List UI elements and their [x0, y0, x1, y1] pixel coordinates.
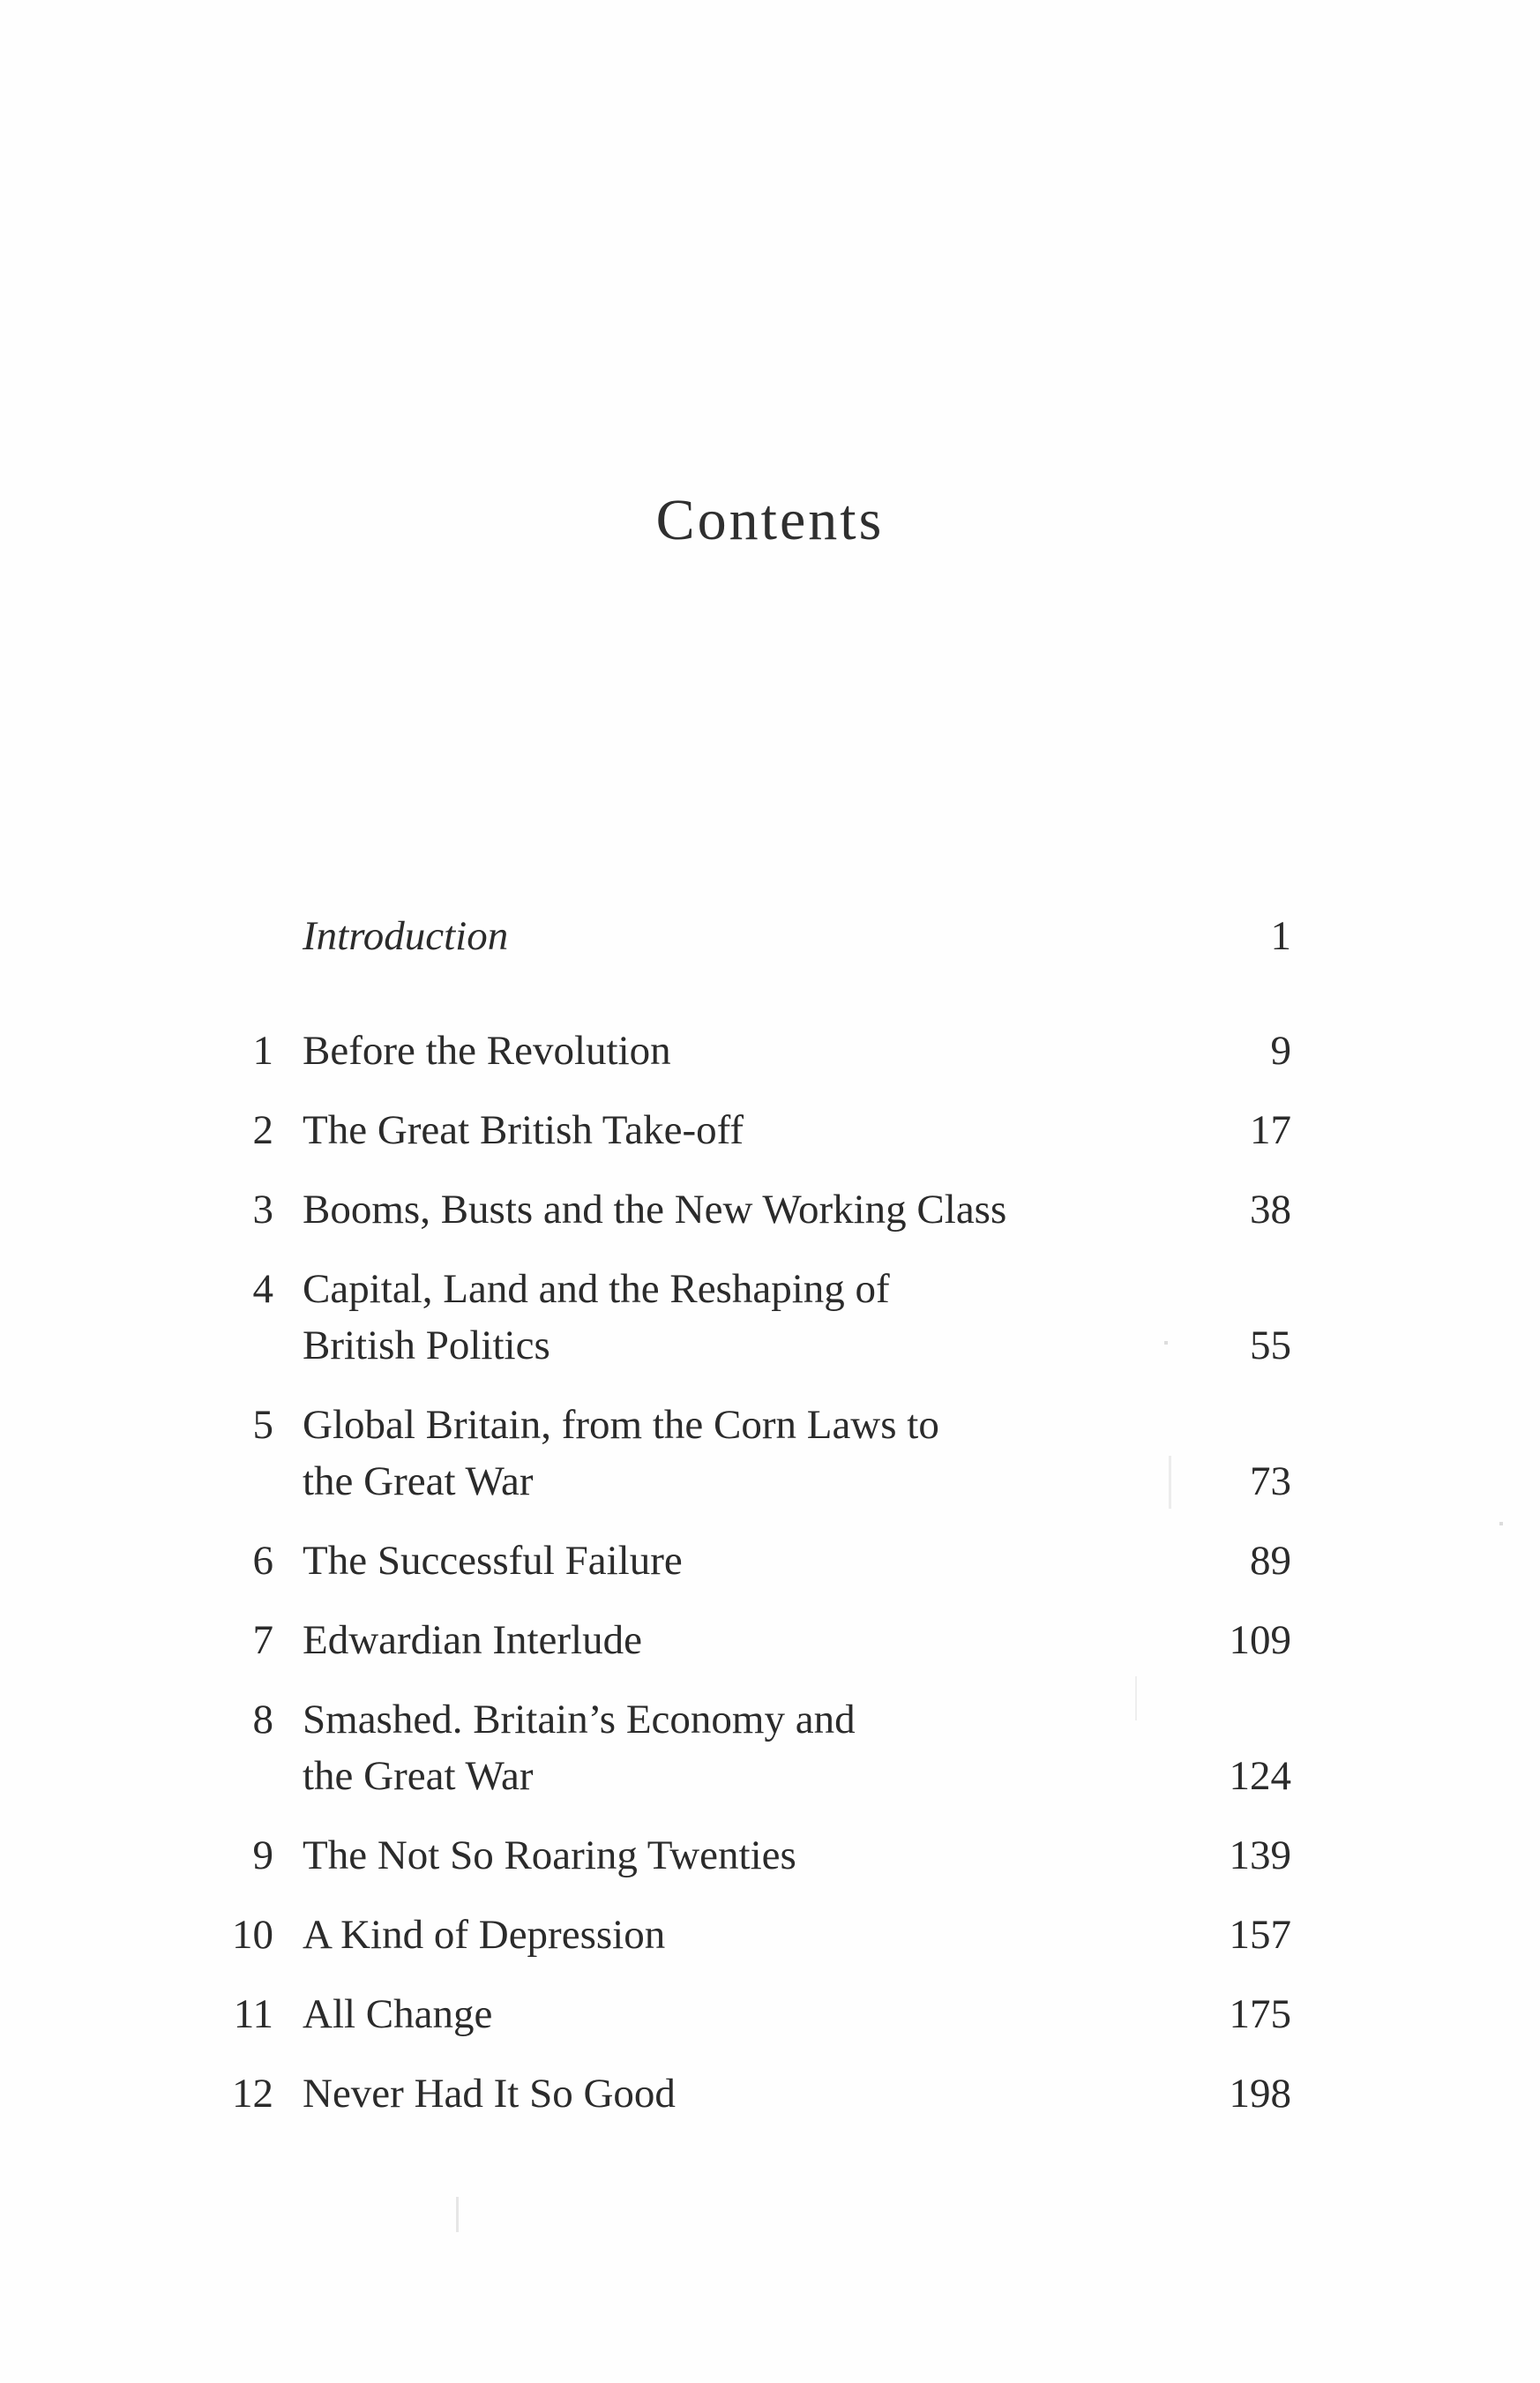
chapter-number: 7: [252, 1617, 273, 1663]
chapter-title-line: The Successful Failure: [303, 1538, 683, 1584]
chapter-number: 5: [252, 1402, 273, 1448]
chapter-page: 89: [1250, 1538, 1291, 1584]
toc-entry-title: Introduction: [303, 913, 509, 959]
chapter-number: 11: [233, 1991, 273, 2037]
chapter-title-line: The Great British Take-off: [303, 1107, 744, 1153]
chapter-page: 124: [1229, 1753, 1291, 1799]
chapter-title-line: All Change: [303, 1991, 493, 2037]
chapter-number: 12: [232, 2071, 273, 2117]
chapter-number: 2: [252, 1107, 273, 1153]
chapter-page: 73: [1250, 1458, 1291, 1504]
chapter-number: 1: [252, 1028, 273, 1074]
chapter-number: 4: [252, 1266, 273, 1312]
toc-entry-page: 1: [1270, 913, 1291, 959]
chapter-page: 157: [1229, 1912, 1291, 1958]
chapter-number: 8: [252, 1697, 273, 1742]
chapter-title: [303, 1397, 1096, 1510]
chapter-title-line: Smashed. Britain’s Economy and: [303, 1697, 856, 1742]
chapter-title: [303, 1827, 1096, 1884]
chapter-title: [303, 1532, 1096, 1589]
chapter-title: [303, 1907, 1096, 1963]
chapter-title: [303, 1181, 1096, 1238]
chapter-title-line: The Not So Roaring Twenties: [303, 1832, 796, 1878]
chapter-number: 9: [252, 1832, 273, 1878]
chapter-title-line: Capital, Land and the Reshaping of: [303, 1266, 890, 1312]
chapter-page: 109: [1229, 1617, 1291, 1663]
chapter-title: [303, 2065, 1096, 2122]
chapter-title-line: the Great War: [303, 1458, 534, 1504]
chapter-page: 9: [1270, 1028, 1291, 1074]
chapter-title: [303, 1261, 1096, 1374]
chapter-title-line: Edwardian Interlude: [303, 1617, 642, 1663]
chapter-title-line: Global Britain, from the Corn Laws to: [303, 1402, 939, 1448]
chapter-title-line: Never Had It So Good: [303, 2071, 676, 2117]
chapter-page: 139: [1229, 1832, 1291, 1878]
chapter-title-line: British Politics: [303, 1323, 550, 1368]
chapter-page: 55: [1250, 1323, 1291, 1368]
chapter-page: 198: [1229, 2071, 1291, 2117]
chapter-title: [303, 1691, 1096, 1804]
chapter-title: [303, 1102, 1096, 1158]
chapter-title-line: Before the Revolution: [303, 1028, 671, 1074]
chapter-title-line: Booms, Busts and the New Working Class: [303, 1187, 1007, 1233]
chapter-title: [303, 1986, 1096, 2042]
chapter-title: [303, 1023, 1096, 1079]
page-title: Contents: [655, 488, 885, 552]
chapter-page: 17: [1250, 1107, 1291, 1153]
chapter-title-line: the Great War: [303, 1753, 534, 1799]
chapter-number: 6: [252, 1538, 273, 1584]
chapter-title-line: A Kind of Depression: [303, 1912, 666, 1958]
chapter-number: 3: [252, 1187, 273, 1233]
chapter-title: [303, 1612, 1096, 1668]
chapter-page: 175: [1229, 1991, 1291, 2037]
chapter-number: 10: [232, 1912, 273, 1958]
chapter-page: 38: [1250, 1187, 1291, 1233]
